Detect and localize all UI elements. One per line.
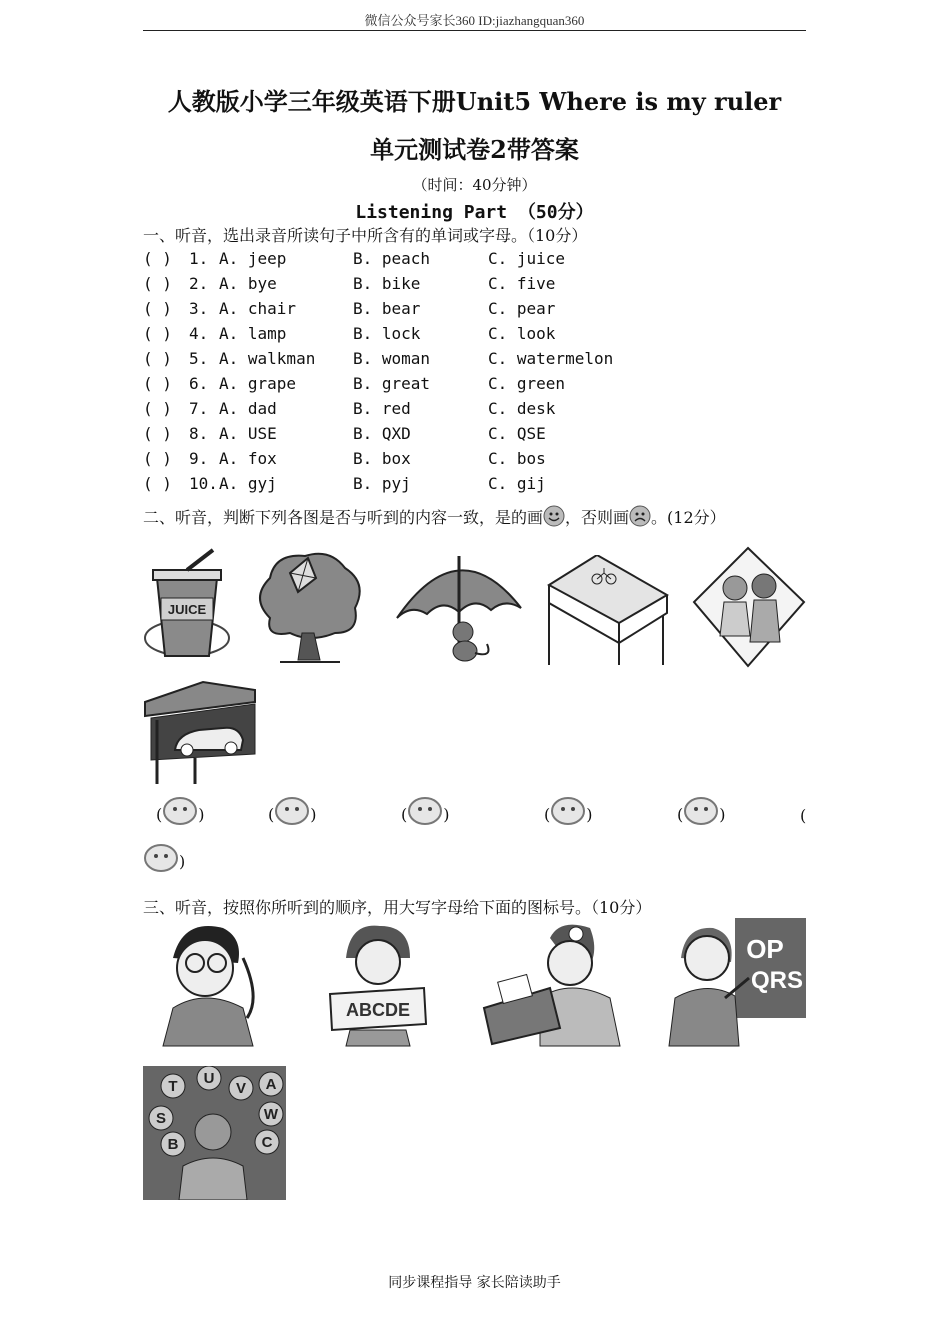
option-b[interactable]: B. lock xyxy=(353,324,421,343)
answer-paren[interactable]: ( ) xyxy=(143,399,172,418)
option-a[interactable]: A. dad xyxy=(219,399,277,418)
answer-box-3[interactable] xyxy=(401,796,450,826)
section3-heading: 三、听音，按照你所听到的顺序，用大写字母给下面的图标号。（10分） xyxy=(143,898,652,917)
option-c[interactable]: C. watermelon xyxy=(488,349,614,368)
qrs-board-text: QRS xyxy=(750,967,804,994)
option-c[interactable]: C. green xyxy=(488,374,566,393)
paren-close: ) xyxy=(179,852,186,871)
option-a[interactable]: A. walkman xyxy=(219,349,316,368)
section2-heading-part1: 二、听音，判断下列各图是否与听到的内容一致，是的画 xyxy=(143,508,544,527)
girl-abcde-picture xyxy=(310,918,442,1048)
option-c[interactable]: C. bos xyxy=(488,449,546,468)
girl-typewriter-picture xyxy=(480,918,622,1048)
option-c[interactable]: C. pear xyxy=(488,299,556,318)
face-icon xyxy=(550,796,586,826)
answer-box-2[interactable] xyxy=(268,796,317,826)
answer-paren[interactable]: ( ) xyxy=(143,424,172,443)
kite-tree-picture xyxy=(250,548,368,666)
face-icon xyxy=(683,796,719,826)
paren-close: ) xyxy=(198,805,205,824)
question-number: 1. xyxy=(189,249,209,268)
question-number: 9. xyxy=(189,449,209,468)
page-header: 微信公众号家长360 ID:jiazhangquan360 xyxy=(364,13,585,28)
option-c[interactable]: C. QSE xyxy=(488,424,546,443)
paren-close: ) xyxy=(586,805,593,824)
balloon-letter: W xyxy=(263,1106,279,1123)
option-b[interactable]: B. bike xyxy=(353,274,421,293)
answer-paren[interactable]: ( ) xyxy=(143,474,172,493)
answer-paren[interactable]: ( ) xyxy=(143,349,172,368)
answer-paren[interactable]: ( ) xyxy=(143,374,172,393)
paren-open: ( xyxy=(677,805,684,824)
page-title-line2: 单元测试卷2带答案 xyxy=(370,135,579,164)
car-under-desk-picture xyxy=(143,680,257,786)
answer-paren[interactable]: ( ) xyxy=(143,299,172,318)
option-b[interactable]: B. woman xyxy=(353,349,431,368)
answer-paren[interactable]: ( ) xyxy=(143,324,172,343)
option-a[interactable]: A. grape xyxy=(219,374,297,393)
header-rule xyxy=(143,30,806,31)
section2-heading xyxy=(143,505,726,528)
option-b[interactable]: B. peach xyxy=(353,249,431,268)
answer-paren[interactable]: ( ) xyxy=(143,274,172,293)
answer-box-6[interactable] xyxy=(143,843,185,873)
paren-open: ( xyxy=(268,805,275,824)
balloon-letter: C xyxy=(261,1134,273,1151)
answer-box-4[interactable] xyxy=(544,796,593,826)
balloon-letter: V xyxy=(235,1080,247,1097)
paren-open: ( xyxy=(401,805,408,824)
option-c[interactable]: C. desk xyxy=(488,399,556,418)
juice-label: JUICE xyxy=(167,602,207,617)
children-in-kite-picture xyxy=(690,546,806,668)
option-b[interactable]: B. red xyxy=(353,399,411,418)
paren-open: ( xyxy=(544,805,551,824)
option-b[interactable]: B. great xyxy=(353,374,431,393)
abcde-board-text: ABCDE xyxy=(345,1000,411,1020)
paren-close: ) xyxy=(719,805,726,824)
smiley-face-icon xyxy=(543,505,565,527)
option-b[interactable]: B. QXD xyxy=(353,424,411,443)
question-number: 3. xyxy=(189,299,209,318)
answer-box-5[interactable] xyxy=(677,796,726,826)
part-title: Listening Part （50分） xyxy=(355,202,594,223)
option-a[interactable]: A. bye xyxy=(219,274,277,293)
page-footer: 同步课程指导 家长陪读助手 xyxy=(388,1275,561,1291)
monkey-umbrella-picture xyxy=(395,548,523,666)
question-number: 6. xyxy=(189,374,209,393)
paren-close: ) xyxy=(443,805,450,824)
face-icon xyxy=(407,796,443,826)
question-number: 10. xyxy=(189,474,218,493)
option-a[interactable]: A. gyj xyxy=(219,474,277,493)
option-b[interactable]: B. box xyxy=(353,449,411,468)
section2-heading-part2: ，否则画 xyxy=(565,508,630,527)
section1-heading: 一、听音，选出录音所读句子中所含有的单词或字母。（10分） xyxy=(143,226,588,245)
face-icon xyxy=(274,796,310,826)
balloon-letter: B xyxy=(167,1136,179,1153)
face-icon xyxy=(143,843,179,873)
option-c[interactable]: C. juice xyxy=(488,249,566,268)
option-a[interactable]: A. chair xyxy=(219,299,297,318)
page-title-line1: 人教版小学三年级英语下册Unit5 Where is my ruler xyxy=(167,87,782,116)
question-number: 4. xyxy=(189,324,209,343)
option-a[interactable]: A. USE xyxy=(219,424,277,443)
answer-paren[interactable]: ( ) xyxy=(143,249,172,268)
balloon-letter: U xyxy=(203,1070,215,1087)
boy-letter-balloons-picture xyxy=(143,1066,286,1200)
section2-heading-part3: 。(12分） xyxy=(651,508,726,527)
op-board-text: OP xyxy=(746,934,784,964)
time-note: （时间：40分钟） xyxy=(412,176,537,194)
balloon-letter: S xyxy=(155,1110,167,1127)
face-icon xyxy=(162,796,198,826)
question-number: 8. xyxy=(189,424,209,443)
bike-on-desk-picture xyxy=(547,555,669,667)
question-number: 7. xyxy=(189,399,209,418)
juice-cup-picture xyxy=(143,548,231,666)
answer-box-6-open: ( xyxy=(800,806,807,825)
option-a[interactable]: A. lamp xyxy=(219,324,287,343)
paren-open: ( xyxy=(156,805,163,824)
sad-face-icon xyxy=(629,505,651,527)
boy-glasses-picture xyxy=(143,918,273,1048)
question-number: 5. xyxy=(189,349,209,368)
balloon-letter: A xyxy=(265,1076,277,1093)
option-b[interactable]: B. pyj xyxy=(353,474,411,493)
balloon-letter: T xyxy=(168,1078,178,1095)
option-c[interactable]: C. five xyxy=(488,274,556,293)
answer-box-1[interactable] xyxy=(156,796,205,826)
option-c[interactable]: C. gij xyxy=(488,474,546,493)
option-b[interactable]: B. bear xyxy=(353,299,421,318)
paren-close: ) xyxy=(310,805,317,824)
answer-paren[interactable]: ( ) xyxy=(143,449,172,468)
option-a[interactable]: A. jeep xyxy=(219,249,287,268)
girl-opqrs-picture xyxy=(665,918,806,1048)
option-c[interactable]: C. look xyxy=(488,324,556,343)
option-a[interactable]: A. fox xyxy=(219,449,277,468)
question-number: 2. xyxy=(189,274,209,293)
